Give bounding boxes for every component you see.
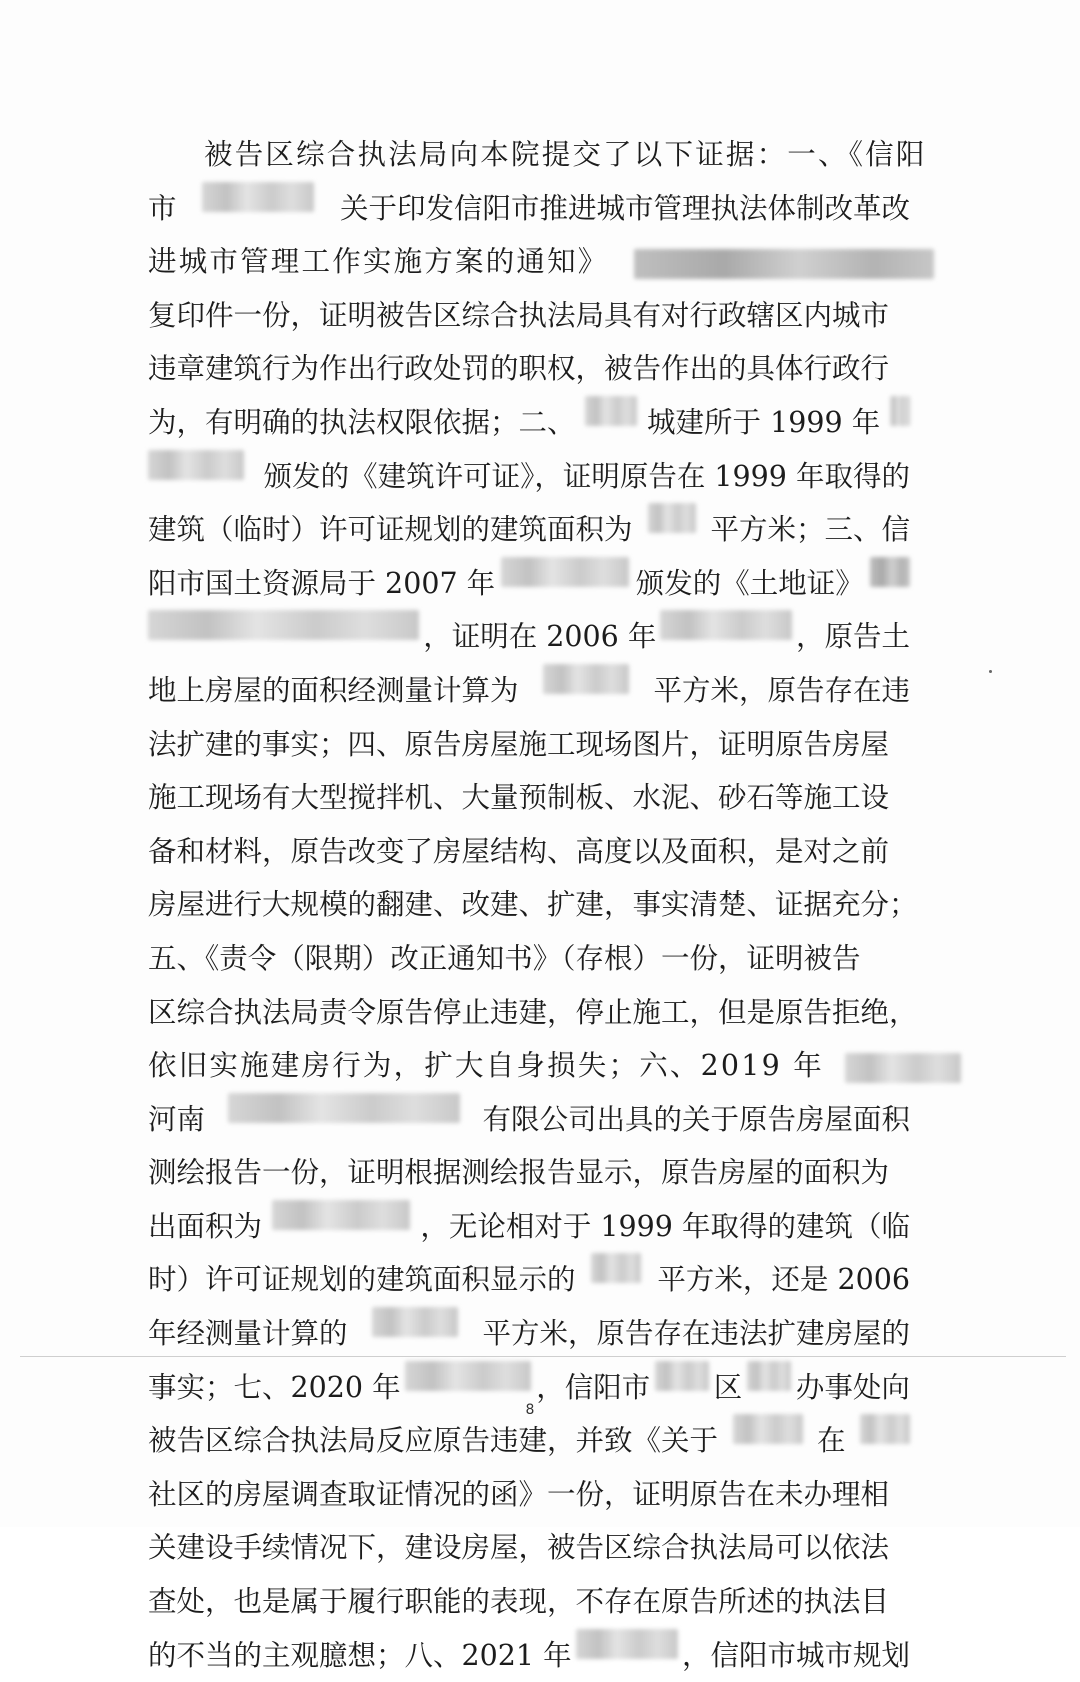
text-segment: 备和材料，原告改变了房屋结构、高度以及面积，是对之前 (148, 834, 890, 868)
text-segment: 平方米，原告存在违 (653, 673, 910, 707)
text-segment: ，无论相对于 1999 年取得的建筑（临 (420, 1209, 910, 1243)
text-line (148, 610, 910, 664)
text-segment: 社区的房屋调查取证情况的函》一份，证明原告在未办理相 (148, 1477, 890, 1511)
body-text (148, 128, 927, 1682)
text-line (148, 1468, 910, 1522)
text-segment: 违章建筑行为作出行政处罚的职权，被告作出的具体行政行 (148, 352, 890, 386)
redacted-block (405, 1361, 531, 1391)
text-line (148, 1307, 910, 1361)
text-segment: 有限公司出具的关于原告房屋面积 (482, 1102, 910, 1136)
text-line (148, 1575, 910, 1629)
text-segment: 房屋进行大规模的翻建、改建、扩建，事实清楚、证据充分； (148, 888, 918, 922)
scan-speck (989, 670, 992, 673)
text-segment: ，原告土 (795, 620, 910, 654)
text-segment: 的不当的主观臆想；八、2021 年 (148, 1638, 572, 1672)
text-line (148, 1200, 910, 1254)
text-segment: 进城市管理工作实施方案的通知》 (148, 245, 609, 279)
redacted-block (747, 1361, 791, 1391)
redacted-block (576, 1629, 678, 1659)
text-line (148, 771, 910, 825)
text-segment: 复印件一份，证明被告区综合执法局具有对行政辖区内城市 (148, 298, 890, 332)
text-segment: 依旧实施建房行为，扩大自身损失；六、2019 年 (148, 1049, 824, 1083)
text-segment: 区综合执法局责令原告停止违建，停止施工，但是原告拒绝， (148, 995, 918, 1029)
redacted-block (148, 450, 244, 480)
text-segment: 市 (148, 191, 177, 225)
text-line (148, 664, 910, 718)
text-line (148, 1093, 910, 1147)
redacted-block (655, 1361, 709, 1391)
text-line (148, 1521, 910, 1575)
text-segment: 查处，也是属于履行职能的表现，不存在原告所述的执法目 (148, 1585, 890, 1619)
text-segment: 平方米；三、信 (710, 513, 910, 547)
text-line (148, 182, 910, 236)
redacted-block (890, 396, 910, 426)
text-line (148, 932, 910, 986)
redacted-block (634, 249, 934, 279)
text-segment: 办事处向 (795, 1370, 910, 1404)
text-line (148, 1146, 910, 1200)
text-segment: 五、《责令（限期）改正通知书》（存根）一份，证明被告 (148, 941, 861, 975)
text-segment: ，信阳市城市规划 (681, 1638, 910, 1672)
text-segment: 关建设手续情况下，建设房屋，被告区综合执法局可以依法 (148, 1531, 890, 1565)
text-line (148, 1039, 910, 1093)
text-segment: 颁发的《建筑许可证》，证明原告在 1999 年取得的 (263, 459, 910, 493)
redacted-block (228, 1093, 460, 1123)
text-segment: 河南 (148, 1102, 206, 1136)
text-segment: 事实；七、2020 年 (148, 1370, 401, 1404)
text-segment: 颁发的《土地证》 (635, 566, 864, 600)
text-segment: 区 (713, 1370, 743, 1404)
redacted-block (660, 610, 792, 640)
text-line (148, 289, 910, 343)
text-segment: 阳市国土资源局于 2007 年 (148, 566, 496, 600)
text-segment: ，信阳市 (536, 1370, 651, 1404)
text-line (148, 1629, 910, 1682)
text-line (148, 235, 910, 289)
text-segment: 被告区综合执法局向本院提交了以下证据：一、《信阳 (204, 138, 927, 171)
redacted-block (860, 1414, 910, 1444)
text-segment: 关于印发信阳市推进城市管理执法体制改革改 (339, 191, 910, 225)
text-line (148, 503, 910, 557)
text-line (148, 878, 918, 932)
text-segment: 为，有明确的执法权限依据；二、 (148, 405, 576, 439)
text-line (148, 986, 918, 1040)
text-segment: 城建所于 1999 年 (647, 405, 881, 439)
redacted-block (648, 503, 696, 533)
text-segment: 年经测量计算的 (148, 1317, 348, 1351)
text-segment: 建筑（临时）许可证规划的建筑面积为 (148, 513, 633, 547)
redacted-block (733, 1414, 803, 1444)
text-line (148, 450, 910, 504)
redacted-block (272, 1200, 410, 1230)
text-line (148, 718, 910, 772)
redacted-block (870, 557, 910, 587)
redacted-block (591, 1253, 641, 1283)
text-segment: 地上房屋的面积经测量计算为 (148, 673, 519, 707)
text-line (148, 128, 927, 182)
text-line (148, 825, 910, 879)
text-segment: 测绘报告一份，证明根据测绘报告显示，原告房屋的面积为 (148, 1156, 890, 1190)
text-line (148, 1253, 910, 1307)
text-segment: 施工现场有大型搅拌机、大量预制板、水泥、砂石等施工设 (148, 781, 890, 815)
text-segment: ，证明在 2006 年 (423, 620, 657, 654)
redacted-block (585, 396, 637, 426)
redacted-block (202, 182, 314, 212)
text-segment: 平方米，还是 2006 (657, 1263, 910, 1297)
text-line (148, 396, 910, 450)
text-line (148, 1414, 910, 1468)
text-segment: 法扩建的事实；四、原告房屋施工现场图片，证明原告房屋 (148, 727, 890, 761)
text-segment: 平方米，原告存在违法扩建房屋的 (482, 1317, 910, 1351)
text-segment: 出面积为 (148, 1209, 263, 1243)
text-segment: 在 (816, 1424, 846, 1458)
redacted-block (845, 1053, 961, 1083)
text-segment: 时）许可证规划的建筑面积显示的 (148, 1263, 576, 1297)
redacted-block (148, 610, 419, 640)
text-line (148, 557, 910, 611)
text-line (148, 342, 910, 396)
redacted-block (501, 557, 629, 587)
redacted-block (543, 664, 629, 694)
redacted-block (372, 1307, 458, 1337)
page-number: 8 (525, 1402, 535, 1418)
text-segment: 被告区综合执法局反应原告违建，并致《关于 (148, 1424, 719, 1458)
footer-divider (20, 1356, 1066, 1357)
